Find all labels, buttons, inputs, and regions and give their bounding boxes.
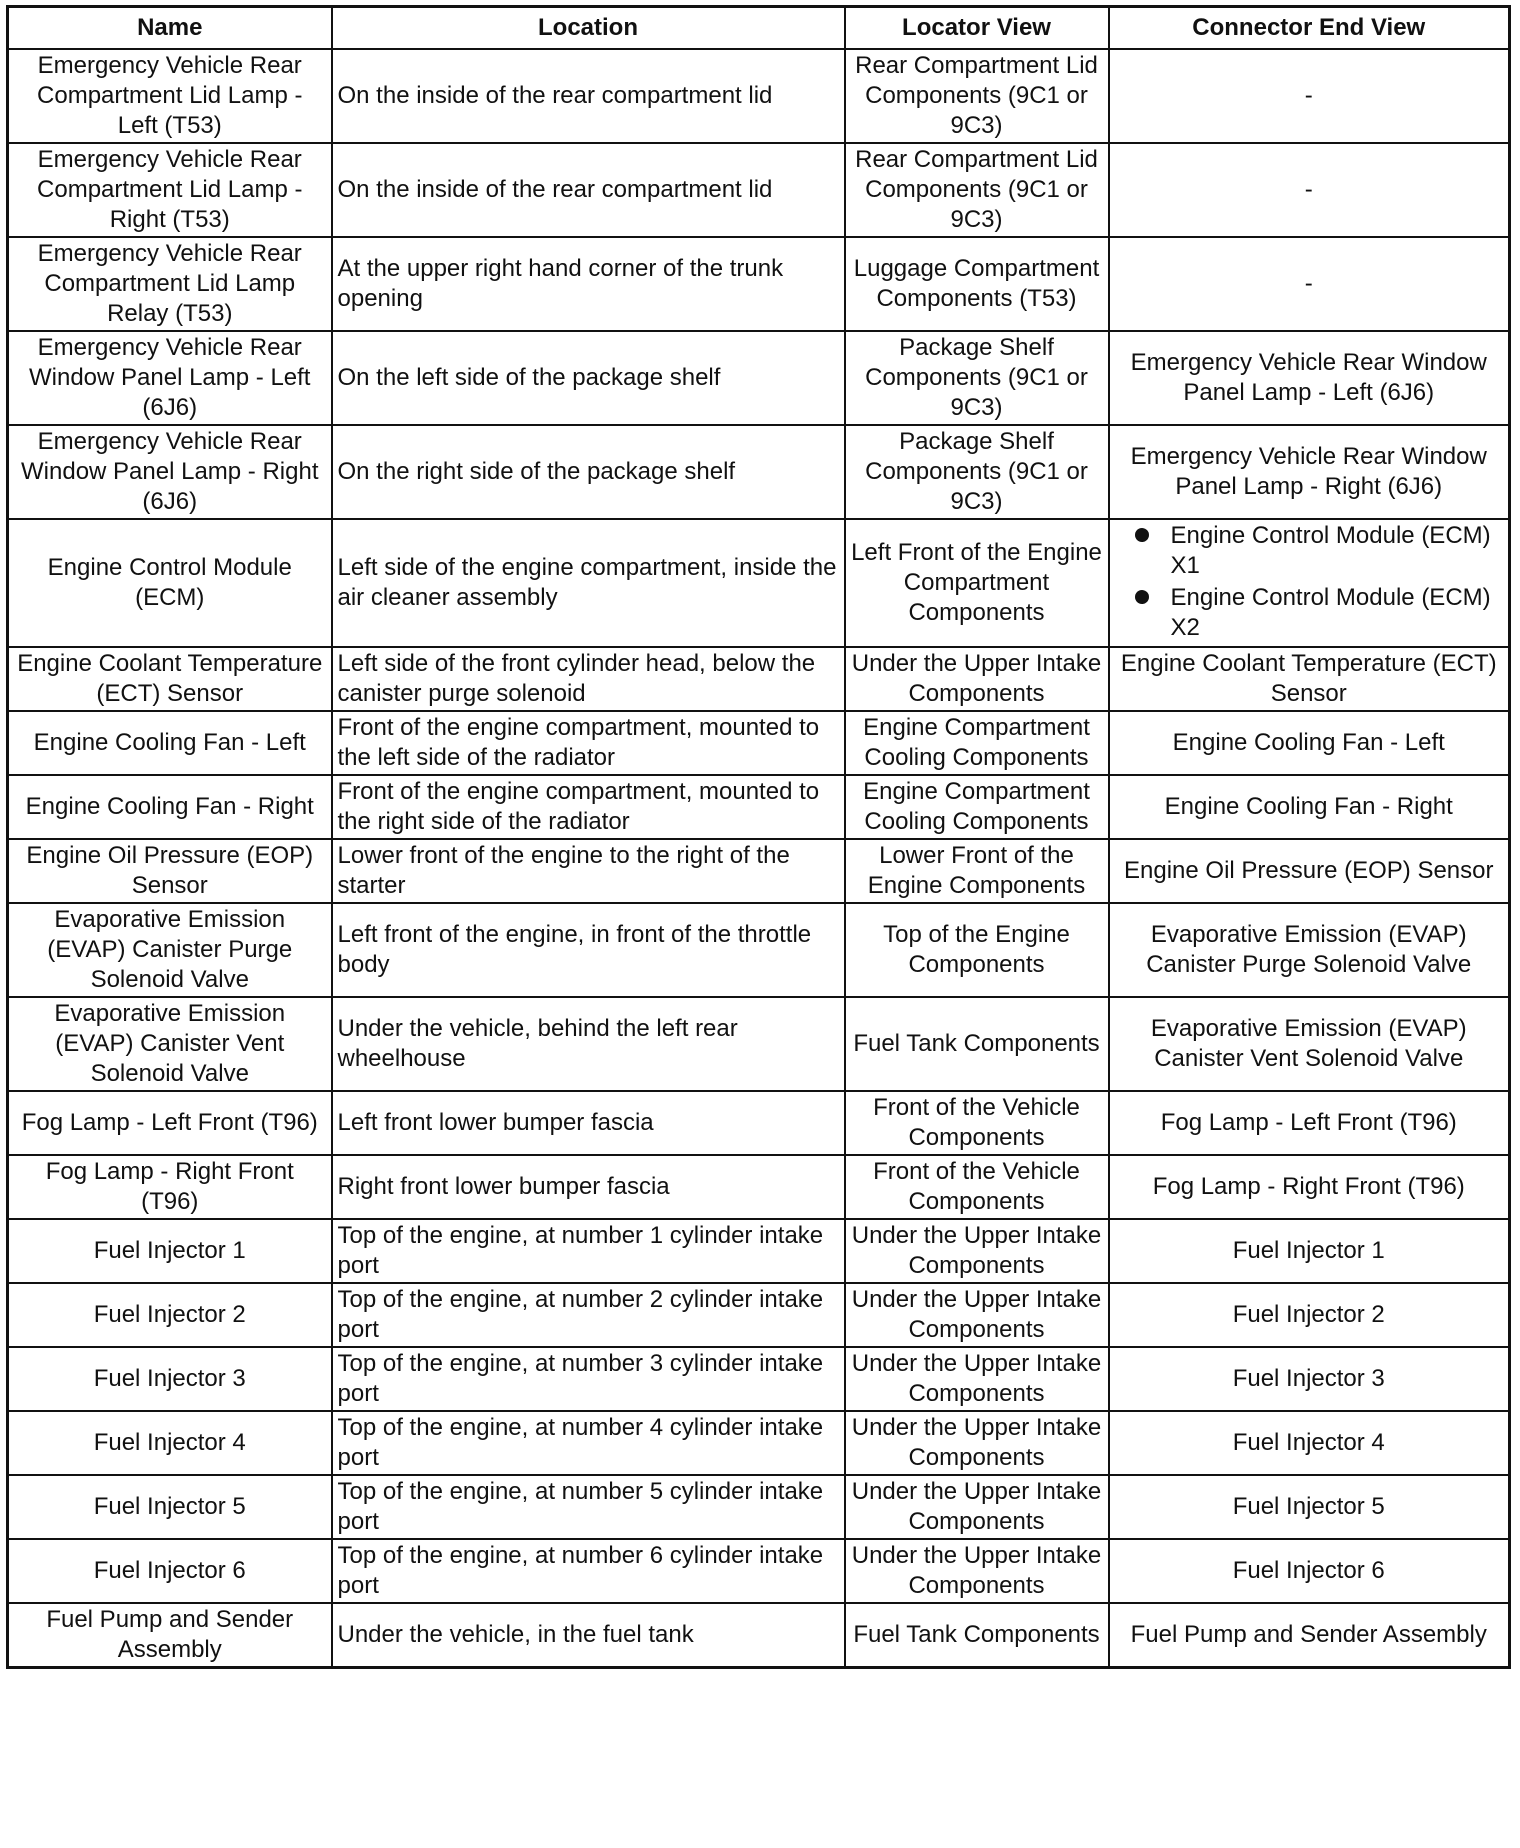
bullet-icon bbox=[1135, 528, 1149, 542]
cell-location: On the inside of the rear compartment lid bbox=[332, 49, 845, 143]
cell-name: Fog Lamp - Right Front (T96) bbox=[8, 1155, 332, 1219]
table-row bbox=[8, 1155, 1510, 1219]
cell-connector-end-view: Fog Lamp - Right Front (T96) bbox=[1109, 1155, 1510, 1219]
cell-location: Top of the engine, at number 3 cylinder intake port bbox=[332, 1347, 845, 1411]
cell-location: Top of the engine, at number 2 cylinder intake port bbox=[332, 1283, 845, 1347]
cell-locator-view: Under the Upper Intake Components bbox=[845, 1347, 1109, 1411]
cell-location: On the left side of the package shelf bbox=[332, 331, 845, 425]
cell-name: Engine Control Module (ECM) bbox=[8, 519, 332, 647]
cell-connector-end-view bbox=[1109, 519, 1510, 647]
cell-connector-end-view: - bbox=[1109, 143, 1510, 237]
cell-name: Engine Cooling Fan - Right bbox=[8, 775, 332, 839]
table-row bbox=[8, 331, 1510, 425]
cell-locator-view: Under the Upper Intake Components bbox=[845, 1539, 1109, 1603]
cell-location: Front of the engine compartment, mounted to the left side of the radiator bbox=[332, 711, 845, 775]
cell-locator-view: Front of the Vehicle Components bbox=[845, 1091, 1109, 1155]
cell-locator-view: Rear Compartment Lid Components (9C1 or 9C3) bbox=[845, 49, 1109, 143]
cell-locator-view: Left Front of the Engine Compartment Components bbox=[845, 519, 1109, 647]
bullet-icon bbox=[1135, 590, 1149, 604]
cell-locator-view: Top of the Engine Components bbox=[845, 903, 1109, 997]
cell-connector-end-view: Emergency Vehicle Rear Window Panel Lamp - Right (6J6) bbox=[1109, 425, 1510, 519]
cell-connector-end-view: Fuel Injector 6 bbox=[1109, 1539, 1510, 1603]
cell-name: Emergency Vehicle Rear Compartment Lid Lamp Relay (T53) bbox=[8, 237, 332, 331]
cell-locator-view: Engine Compartment Cooling Components bbox=[845, 711, 1109, 775]
cell-connector-end-view: - bbox=[1109, 237, 1510, 331]
table-row bbox=[8, 1219, 1510, 1283]
table-row bbox=[8, 1347, 1510, 1411]
cell-name: Fuel Injector 5 bbox=[8, 1475, 332, 1539]
cell-location: Under the vehicle, in the fuel tank bbox=[332, 1603, 845, 1668]
cell-location: Lower front of the engine to the right of the starter bbox=[332, 839, 845, 903]
connector-list-item bbox=[1115, 521, 1504, 581]
cell-name: Emergency Vehicle Rear Compartment Lid Lamp - Right (T53) bbox=[8, 143, 332, 237]
table-row bbox=[8, 1091, 1510, 1155]
table-header bbox=[8, 7, 1510, 50]
cell-locator-view: Engine Compartment Cooling Components bbox=[845, 775, 1109, 839]
cell-name: Emergency Vehicle Rear Compartment Lid Lamp - Left (T53) bbox=[8, 49, 332, 143]
column-header-locator-view: Locator View bbox=[845, 7, 1109, 50]
table-row bbox=[8, 1475, 1510, 1539]
cell-connector-end-view: Fog Lamp - Left Front (T96) bbox=[1109, 1091, 1510, 1155]
cell-connector-end-view: Fuel Injector 5 bbox=[1109, 1475, 1510, 1539]
cell-connector-end-view: Evaporative Emission (EVAP) Canister Purge Solenoid Valve bbox=[1109, 903, 1510, 997]
cell-name: Fuel Injector 4 bbox=[8, 1411, 332, 1475]
cell-location: Top of the engine, at number 6 cylinder intake port bbox=[332, 1539, 845, 1603]
cell-name: Emergency Vehicle Rear Window Panel Lamp - Left (6J6) bbox=[8, 331, 332, 425]
table-row bbox=[8, 1539, 1510, 1603]
column-header-connector-end-view: Connector End View bbox=[1109, 7, 1510, 50]
cell-name: Engine Coolant Temperature (ECT) Sensor bbox=[8, 647, 332, 711]
cell-connector-end-view: Engine Cooling Fan - Right bbox=[1109, 775, 1510, 839]
component-locator-table bbox=[6, 5, 1511, 1669]
cell-connector-end-view: Emergency Vehicle Rear Window Panel Lamp - Left (6J6) bbox=[1109, 331, 1510, 425]
cell-locator-view: Lower Front of the Engine Components bbox=[845, 839, 1109, 903]
cell-connector-end-view: Engine Cooling Fan - Left bbox=[1109, 711, 1510, 775]
cell-location: Left side of the front cylinder head, below the canister purge solenoid bbox=[332, 647, 845, 711]
column-header-name: Name bbox=[8, 7, 332, 50]
cell-location: On the inside of the rear compartment lid bbox=[332, 143, 845, 237]
cell-location: Top of the engine, at number 1 cylinder intake port bbox=[332, 1219, 845, 1283]
table-row bbox=[8, 903, 1510, 997]
connector-list-item bbox=[1115, 583, 1504, 643]
cell-locator-view: Under the Upper Intake Components bbox=[845, 1411, 1109, 1475]
cell-connector-end-view: Fuel Injector 2 bbox=[1109, 1283, 1510, 1347]
cell-connector-end-view: Engine Coolant Temperature (ECT) Sensor bbox=[1109, 647, 1510, 711]
cell-locator-view: Fuel Tank Components bbox=[845, 997, 1109, 1091]
cell-location: Left front of the engine, in front of the throttle body bbox=[332, 903, 845, 997]
cell-connector-end-view: Fuel Injector 3 bbox=[1109, 1347, 1510, 1411]
cell-location: Top of the engine, at number 4 cylinder intake port bbox=[332, 1411, 845, 1475]
cell-name: Emergency Vehicle Rear Window Panel Lamp - Right (6J6) bbox=[8, 425, 332, 519]
header-row bbox=[8, 7, 1510, 50]
cell-location: Under the vehicle, behind the left rear wheelhouse bbox=[332, 997, 845, 1091]
table-row bbox=[8, 519, 1510, 647]
cell-locator-view: Under the Upper Intake Components bbox=[845, 1219, 1109, 1283]
cell-locator-view: Under the Upper Intake Components bbox=[845, 1475, 1109, 1539]
component-locator-table-wrapper bbox=[6, 5, 1511, 1669]
table-row bbox=[8, 49, 1510, 143]
cell-locator-view: Front of the Vehicle Components bbox=[845, 1155, 1109, 1219]
table-row bbox=[8, 1411, 1510, 1475]
cell-name: Fuel Injector 3 bbox=[8, 1347, 332, 1411]
column-header-location: Location bbox=[332, 7, 845, 50]
cell-location: Left front lower bumper fascia bbox=[332, 1091, 845, 1155]
connector-list bbox=[1115, 521, 1504, 643]
cell-name: Fuel Injector 1 bbox=[8, 1219, 332, 1283]
cell-locator-view: Package Shelf Components (9C1 or 9C3) bbox=[845, 425, 1109, 519]
cell-locator-view: Under the Upper Intake Components bbox=[845, 647, 1109, 711]
cell-location: Top of the engine, at number 5 cylinder intake port bbox=[332, 1475, 845, 1539]
cell-name: Fuel Injector 6 bbox=[8, 1539, 332, 1603]
table-row bbox=[8, 839, 1510, 903]
cell-connector-end-view: Engine Oil Pressure (EOP) Sensor bbox=[1109, 839, 1510, 903]
cell-connector-end-view: Fuel Pump and Sender Assembly bbox=[1109, 1603, 1510, 1668]
cell-name: Engine Cooling Fan - Left bbox=[8, 711, 332, 775]
table-row bbox=[8, 775, 1510, 839]
cell-connector-end-view: Fuel Injector 4 bbox=[1109, 1411, 1510, 1475]
cell-locator-view: Under the Upper Intake Components bbox=[845, 1283, 1109, 1347]
cell-locator-view: Luggage Compartment Components (T53) bbox=[845, 237, 1109, 331]
cell-locator-view: Package Shelf Components (9C1 or 9C3) bbox=[845, 331, 1109, 425]
table-row bbox=[8, 1283, 1510, 1347]
cell-location: Front of the engine compartment, mounted to the right side of the radiator bbox=[332, 775, 845, 839]
cell-locator-view: Rear Compartment Lid Components (9C1 or 9C3) bbox=[845, 143, 1109, 237]
table-row bbox=[8, 425, 1510, 519]
cell-name: Engine Oil Pressure (EOP) Sensor bbox=[8, 839, 332, 903]
table-row bbox=[8, 1603, 1510, 1668]
cell-name: Fog Lamp - Left Front (T96) bbox=[8, 1091, 332, 1155]
cell-locator-view: Fuel Tank Components bbox=[845, 1603, 1109, 1668]
table-row bbox=[8, 997, 1510, 1091]
cell-connector-end-view: - bbox=[1109, 49, 1510, 143]
connector-list-item-text: Engine Control Module (ECM) X1 bbox=[1170, 522, 1491, 579]
cell-name: Fuel Injector 2 bbox=[8, 1283, 332, 1347]
cell-connector-end-view: Evaporative Emission (EVAP) Canister Vent Solenoid Valve bbox=[1109, 997, 1510, 1091]
cell-location: At the upper right hand corner of the trunk opening bbox=[332, 237, 845, 331]
cell-location: Left side of the engine compartment, inside the air cleaner assembly bbox=[332, 519, 845, 647]
cell-location: On the right side of the package shelf bbox=[332, 425, 845, 519]
table-row bbox=[8, 143, 1510, 237]
cell-name: Evaporative Emission (EVAP) Canister Vent Solenoid Valve bbox=[8, 997, 332, 1091]
cell-location: Right front lower bumper fascia bbox=[332, 1155, 845, 1219]
cell-name: Evaporative Emission (EVAP) Canister Purge Solenoid Valve bbox=[8, 903, 332, 997]
cell-name: Fuel Pump and Sender Assembly bbox=[8, 1603, 332, 1668]
table-row bbox=[8, 237, 1510, 331]
connector-list-item-text: Engine Control Module (ECM) X2 bbox=[1170, 584, 1491, 641]
table-row bbox=[8, 711, 1510, 775]
table-row bbox=[8, 647, 1510, 711]
table-body bbox=[8, 49, 1510, 1668]
cell-connector-end-view: Fuel Injector 1 bbox=[1109, 1219, 1510, 1283]
